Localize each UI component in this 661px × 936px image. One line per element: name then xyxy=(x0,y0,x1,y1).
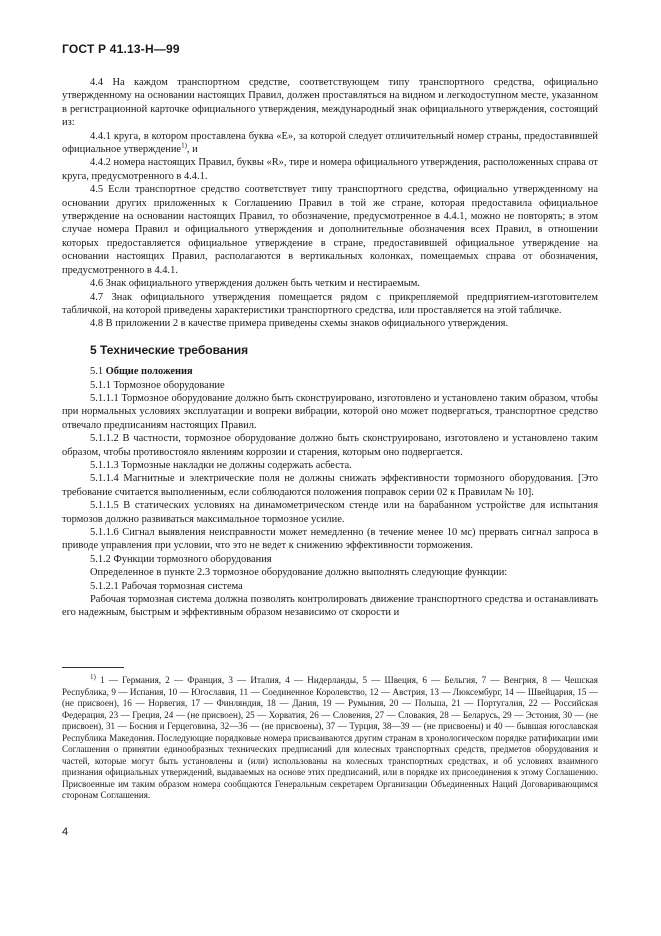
paragraph-4-4-2: 4.4.2 номера настоящих Правил, буквы «R», тире и номера официального утверждения, расположенных справа от круга, предусмотренного в 4.4.1. xyxy=(62,157,598,182)
footnote-text: 1 — Германия, 2 — Франция, 3 — Италия, 4 — Нидерланды, 5 — Швеция, 6 — Бельгия, 7 — Венгрия, 8 — Чешская Республика, 9 — Испания, 10 — Югославия, 11 — Соединенное Королевство, 12 — Австрия, 13 — Люксембург, 14 — Швейцария, 15 — (не присвоен), 16 — Норвегия, 17 — Финляндия, 18 — Дания, 19 — Румыния, 20 — Польша, 21 — Португалия, 22 — Российская Федерация, 23 — Греция, 24 — (не присвоен), 25 — Хорватия, 26 — Словения, 27 — Словакия, 28 — Беларусь, 29 — Эстония, 30 — (не присвоен), 31 — Босния и Герцеговина, 32—36 — (не присвоены), 37 — Турция, 38—39 — (не присвоены) и 40 — бывшая югославская Республика Македония. Последующие порядковые номера присваиваются другим странам в хронологическом порядке ратификации ими Соглашения о принятии единообразных технических предписаний для колесных транспортных средств, предметов оборудования и частей, которые могут быть установлены и (или) использованы на колесных транспортных средствах, и об условиях взаимного признания официальных утверждений, выдаваемых на основе этих предписаний, или в порядке их присоединения к этому Соглашению. Присвоенные им таким образом номера сообщаются Генеральным секретарем Организации Объединенных Наций Договаривающимся сторонам Соглашения. xyxy=(62,675,598,801)
main-text xyxy=(62,76,598,620)
paragraph-4-4-1-text: 4.4.1 круга, в котором проставлена буква «Е», за которой следует отличительный номер страны, предоставившей официальное утверждение xyxy=(62,130,598,156)
paragraph-4-4: 4.4 На каждом транспортном средстве, соответствующем типу транспортного средства, официально утвержденному на основании настоящих Правил, должен проставляться на видном и легкодоступном месте, указанном в регистрационной карточке официального утверждения, международный знак официального утверждения, состоящий из: xyxy=(62,77,598,129)
subsection-5-1 xyxy=(62,365,598,378)
paragraph-5-1-1-1: 5.1.1.1 Тормозное оборудование должно быть сконструировано, изготовлено и установлено таким образом, чтобы при нормальных условиях эксплуатации и вопреки вибрации, которой оно может подвергаться, транспортное средство отвечало предписаниям настоящих Правил. xyxy=(62,392,598,431)
subsection-5-1-title: Общие положения xyxy=(105,366,193,378)
paragraph-5-1-2-intro: Определенное в пункте 2.3 тормозное оборудование должно выполнять следующие функции: xyxy=(90,567,508,579)
paragraph-4-4-1 xyxy=(62,130,598,157)
paragraph-5-1-1-3: 5.1.1.3 Тормозные накладки не должны содержать асбеста. xyxy=(90,459,352,471)
paragraph-5-1-2: 5.1.2 Функции тормозного оборудования xyxy=(90,553,272,565)
paragraph-5-1-1: 5.1.1 Тормозное оборудование xyxy=(90,379,225,391)
paragraph-5-1-1-5: 5.1.1.5 В статических условиях на динамометрическом стенде или на барабанном устройстве для испытания тормозов должно развиваться максимальное тормозное усилие. xyxy=(62,500,598,525)
paragraph-5-1-1-6: 5.1.1.6 Сигнал выявления неисправности может немедленно (в течение менее 10 мс) прервать сигнал запроса в приводе управления при условии, что это не ведет к снижению эффективности торможения. xyxy=(62,527,598,552)
paragraph-5-1-2-1: 5.1.2.1 Рабочая тормозная система xyxy=(90,580,243,592)
footnote-ref[interactable]: 1) xyxy=(181,141,187,150)
paragraph-service-brake: Рабочая тормозная система должна позволять контролировать движение транспортного средства и останавливать его надежным, быстрым и эффективным образом независимо от скорости и xyxy=(62,594,598,619)
paragraph-4-8: 4.8 В приложении 2 в качестве примера приведены схемы знаков официального утверждения. xyxy=(90,318,509,330)
paragraph-5-1-1-4: 5.1.1.4 Магнитные и электрические поля не должны снижать эффективности тормозного оборудования. [Это требование считается выполненным, если соблюдаются положения поправок серии 02 к Правилам № 10]. xyxy=(62,473,598,498)
paragraph-5-1-1-2: 5.1.1.2 В частности, тормозное оборудование должно быть сконструировано, изготовлено и установлено таким образом, чтобы противостояло явлениям коррозии и старения, которым оно подвергается. xyxy=(62,433,598,458)
section-heading: 5 Технические требования xyxy=(90,342,249,357)
footnote-paragraph xyxy=(62,672,598,802)
subsection-5-1-number: 5.1 xyxy=(90,366,104,378)
paragraph-4-6: 4.6 Знак официального утверждения должен быть четким и нестираемым. xyxy=(90,278,420,290)
footnote-mark: 1) xyxy=(90,672,96,681)
footnote xyxy=(62,672,598,802)
paragraph-4-7: 4.7 Знак официального утверждения помещается рядом с прикрепляемой предприятием-изготовителем табличкой, на которой приведены характеристики транспортного средства, или проставляется на этой табличке. xyxy=(62,291,598,316)
page-number: 4 xyxy=(62,826,69,838)
paragraph-4-5: 4.5 Если транспортное средство соответствует типу транспортного средства, официально утвержденному на основании других приложенных к Соглашению Правил в той же стране, которая предоставила официальное утверждение на основании настоящих Правил, то обозначение, предусмотренное в 4.4.1, можно не повторять; в этом случае номера Правил и официального утверждения и дополнительные обозначения всех Правил, в отношении которых предоставляется официальное утверждение в стране, предоставившей официальное утверждение на основании настоящих Правил, располагаются в вертикальных колонках, помещаемых справа от обозначения, предусмотренного в 4.4.1. xyxy=(62,184,598,276)
paragraph-4-4-1-tail: , и xyxy=(186,144,198,156)
document-header: ГОСТ Р 41.13-Н—99 xyxy=(62,42,180,56)
footnote-divider xyxy=(62,667,124,668)
